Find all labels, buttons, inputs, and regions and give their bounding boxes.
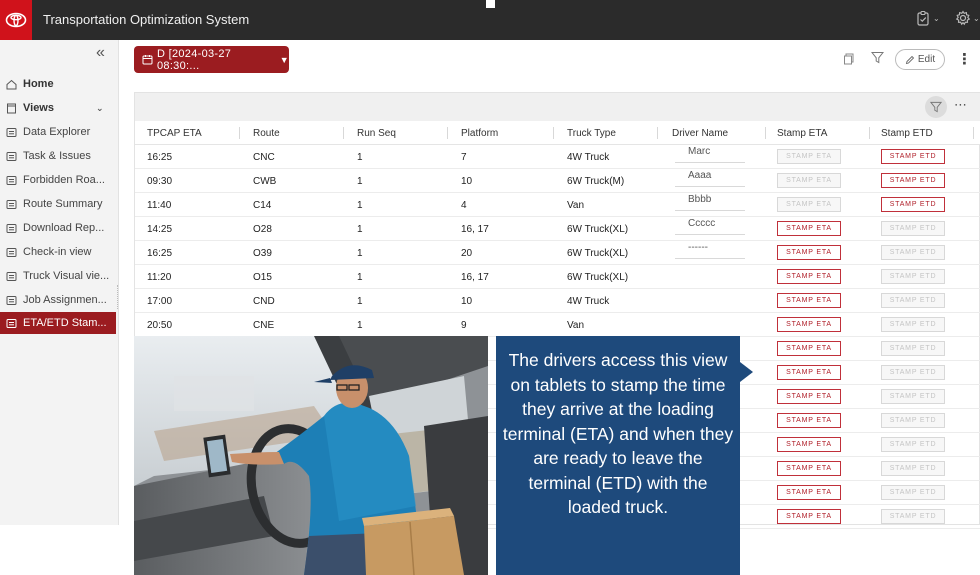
- sidebar-item-label: Forbidden Roa...: [23, 174, 105, 186]
- column-resize-handle[interactable]: [343, 127, 344, 139]
- stamp-etd-button[interactable]: STAMP ETD: [881, 341, 945, 356]
- column-header-route[interactable]: Route: [253, 127, 280, 139]
- sidebar-item-label: Data Explorer: [23, 126, 91, 138]
- view-icon: [6, 151, 23, 162]
- column-resize-handle[interactable]: [869, 127, 870, 139]
- stamp-eta-button[interactable]: STAMP ETA: [777, 389, 841, 404]
- cell-truck: Van: [567, 200, 585, 211]
- cell-truck: 6W Truck(XL): [567, 224, 629, 235]
- cell-eta: 20:50: [147, 320, 173, 331]
- settings-menu-button[interactable]: [955, 10, 980, 26]
- table-row[interactable]: [135, 145, 980, 169]
- sidebar-item-home[interactable]: [0, 73, 116, 95]
- stamp-etd-button[interactable]: STAMP ETD: [881, 413, 945, 428]
- stamp-eta-button[interactable]: STAMP ETA: [777, 365, 841, 380]
- sidebar-item-eta-etd-stam[interactable]: [0, 312, 116, 334]
- cell-seq: 1: [357, 152, 363, 163]
- sidebar-item-label: Truck Visual vie...: [23, 270, 110, 282]
- cell-platform: 9: [461, 320, 467, 331]
- toyota-logo-icon[interactable]: [0, 0, 32, 40]
- stamp-eta-button[interactable]: STAMP ETA: [777, 269, 841, 284]
- view-icon: [6, 199, 23, 210]
- stamp-eta-button[interactable]: STAMP ETA: [777, 317, 841, 332]
- sidebar-item-truck-visual-vie[interactable]: [0, 265, 116, 287]
- filter-icon: [930, 101, 942, 113]
- column-header-driver-name[interactable]: Driver Name: [672, 127, 729, 139]
- stamp-eta-button[interactable]: STAMP ETA: [777, 485, 841, 500]
- stamp-etd-button[interactable]: STAMP ETD: [881, 221, 945, 236]
- stamp-etd-button[interactable]: STAMP ETD: [881, 461, 945, 476]
- cell-route: C14: [253, 200, 272, 211]
- edit-button[interactable]: [895, 49, 945, 70]
- stamp-etd-button[interactable]: STAMP ETD: [881, 485, 945, 500]
- column-header-platform[interactable]: Platform: [461, 127, 499, 139]
- cell-truck: 4W Truck: [567, 152, 610, 163]
- sidebar-item-check-in-view[interactable]: [0, 241, 116, 263]
- view-icon: [6, 318, 23, 329]
- table-row[interactable]: [135, 169, 980, 193]
- stamp-eta-button[interactable]: STAMP ETA: [777, 341, 841, 356]
- cell-eta: 16:25: [147, 248, 173, 259]
- stamp-etd-button[interactable]: STAMP ETD: [881, 293, 945, 308]
- sidebar-item-data-explorer[interactable]: [0, 121, 116, 143]
- pencil-icon: [905, 55, 915, 65]
- stamp-etd-button[interactable]: STAMP ETD: [881, 197, 945, 212]
- date-filter-dropdown[interactable]: [134, 46, 289, 73]
- column-resize-handle[interactable]: [447, 127, 448, 139]
- cell-platform: 7: [461, 152, 467, 163]
- cell-platform: 4: [461, 200, 467, 211]
- column-header-stamp-etd[interactable]: Stamp ETD: [881, 127, 933, 139]
- cell-platform: 16, 17: [461, 224, 489, 235]
- sidebar-item-label: ETA/ETD Stam...: [23, 317, 107, 329]
- table-more-icon[interactable]: ⋯: [954, 97, 967, 112]
- sidebar-item-label: Check-in view: [23, 246, 92, 258]
- stamp-etd-button[interactable]: STAMP ETD: [881, 389, 945, 404]
- view-icon: [6, 223, 23, 234]
- clipboard-menu-button[interactable]: [915, 10, 940, 26]
- calendar-icon: [142, 54, 153, 65]
- cell-platform: 20: [461, 248, 473, 259]
- cell-truck: 6W Truck(XL): [567, 248, 629, 259]
- date-filter-value: D [2024-03-27 08:30:...: [156, 47, 232, 72]
- cell-truck: Van: [567, 320, 585, 331]
- cell-seq: 1: [357, 272, 363, 283]
- view-icon: [6, 247, 23, 258]
- stamp-eta-button[interactable]: STAMP ETA: [777, 221, 841, 236]
- copy-icon[interactable]: [843, 52, 855, 70]
- cell-truck: 6W Truck(XL): [567, 272, 629, 283]
- cell-eta: 14:25: [147, 224, 173, 235]
- chevron-down-icon[interactable]: ⌄: [96, 102, 104, 113]
- table-row[interactable]: [135, 193, 980, 217]
- stamp-etd-button[interactable]: STAMP ETD: [881, 365, 945, 380]
- collapse-sidebar-icon[interactable]: «: [96, 44, 105, 61]
- column-header-run-seq[interactable]: Run Seq: [357, 127, 396, 139]
- sidebar-item-label: Task & Issues: [23, 150, 91, 162]
- stamp-eta-button[interactable]: STAMP ETA: [777, 509, 841, 524]
- driver-name-input[interactable]: ------: [675, 242, 745, 259]
- clipboard-check-icon: [915, 10, 931, 26]
- table-filter-button[interactable]: [925, 96, 947, 118]
- driver-name-input[interactable]: Bbbb: [675, 194, 745, 211]
- column-header-tpcap-eta[interactable]: TPCAP ETA: [147, 127, 202, 139]
- column-resize-handle[interactable]: [765, 127, 766, 139]
- driver-name-input[interactable]: Aaaa: [675, 170, 745, 187]
- driver-name-input[interactable]: Ccccc: [675, 218, 745, 235]
- stamp-etd-button[interactable]: STAMP ETD: [881, 245, 945, 260]
- sidebar-item-task-issues[interactable]: [0, 145, 116, 167]
- views-icon: [6, 103, 23, 114]
- view-icon: [6, 295, 23, 306]
- cell-seq: 1: [357, 296, 363, 307]
- stamp-etd-button[interactable]: STAMP ETD: [881, 317, 945, 332]
- cell-route: CWB: [253, 176, 277, 187]
- sidebar-item-label: Download Rep...: [23, 222, 105, 234]
- cell-route: CNE: [253, 320, 275, 331]
- cell-seq: 1: [357, 248, 363, 259]
- sidebar-item-label: Job Assignmen...: [23, 294, 107, 306]
- sidebar-item-route-summary[interactable]: [0, 193, 116, 215]
- window-notch: [486, 0, 495, 8]
- view-icon: [6, 271, 23, 282]
- cell-seq: 1: [357, 320, 363, 331]
- cell-route: O28: [253, 224, 272, 235]
- chevron-down-icon: ⌄: [933, 13, 940, 23]
- table-row[interactable]: [135, 289, 980, 313]
- sidebar-item-label: Home: [23, 78, 54, 90]
- edit-button-label: Edit: [917, 54, 936, 65]
- app-title: Transportation Optimization System: [43, 12, 250, 27]
- explanation-callout: [496, 336, 740, 575]
- sidebar-item-download-rep[interactable]: [0, 217, 116, 239]
- more-options-icon[interactable]: ⋮: [957, 51, 972, 68]
- view-icon: [6, 175, 23, 186]
- driver-name-input[interactable]: Marc: [675, 146, 745, 163]
- cell-eta: 11:40: [147, 200, 172, 211]
- cell-seq: 1: [357, 200, 363, 211]
- chevron-down-icon: ▼: [279, 54, 289, 65]
- cell-eta: 11:20: [147, 272, 172, 283]
- cell-route: O15: [253, 272, 272, 283]
- column-resize-handle[interactable]: [553, 127, 554, 139]
- cell-route: O39: [253, 248, 272, 259]
- cell-route: CND: [253, 296, 275, 307]
- cell-seq: 1: [357, 176, 363, 187]
- table-toolbar: [135, 93, 980, 121]
- view-icon: [6, 127, 23, 138]
- callout-text: The drivers access this view on tablets to stamp the time they arrive at the loading terminal (ETA) and when they are ready to leave the terminal (ETD) with the loaded truck.: [502, 350, 734, 517]
- cell-truck: 6W Truck(M): [567, 176, 625, 187]
- stamp-eta-button[interactable]: STAMP ETA: [777, 197, 841, 212]
- stamp-etd-button[interactable]: STAMP ETD: [881, 437, 945, 452]
- stamp-etd-button[interactable]: STAMP ETD: [881, 269, 945, 284]
- cell-eta: 16:25: [147, 152, 173, 163]
- stamp-etd-button[interactable]: STAMP ETD: [881, 509, 945, 524]
- cell-platform: 16, 17: [461, 272, 489, 283]
- stamp-eta-button[interactable]: STAMP ETA: [777, 173, 841, 188]
- stamp-eta-button[interactable]: STAMP ETA: [777, 245, 841, 260]
- stamp-eta-button[interactable]: STAMP ETA: [777, 437, 841, 452]
- stamp-eta-button[interactable]: STAMP ETA: [777, 149, 841, 164]
- sidebar-item-label: Route Summary: [23, 198, 103, 210]
- stamp-etd-button[interactable]: STAMP ETD: [881, 149, 945, 164]
- column-resize-handle[interactable]: [657, 127, 658, 139]
- cell-truck: 4W Truck: [567, 296, 610, 307]
- driver-with-tablet-photo: [134, 336, 488, 575]
- cell-seq: 1: [357, 224, 363, 235]
- column-resize-handle[interactable]: [973, 127, 974, 139]
- cell-eta: 17:00: [147, 296, 173, 307]
- sidebar-item-job-assignmen[interactable]: [0, 289, 116, 311]
- column-resize-handle[interactable]: [239, 127, 240, 139]
- stamp-eta-button[interactable]: STAMP ETA: [777, 413, 841, 428]
- sidebar-resize-handle[interactable]: [117, 285, 119, 309]
- cell-platform: 10: [461, 176, 473, 187]
- sidebar-item-forbidden-roa[interactable]: [0, 169, 116, 191]
- sidebar-item-label: Views: [23, 102, 54, 114]
- chevron-down-icon: ⌄: [973, 13, 980, 23]
- table-row[interactable]: [135, 313, 980, 337]
- table-row[interactable]: [135, 241, 980, 265]
- home-icon: [6, 79, 23, 90]
- stamp-eta-button[interactable]: STAMP ETA: [777, 461, 841, 476]
- table-row[interactable]: [135, 217, 980, 241]
- column-header-stamp-eta[interactable]: Stamp ETA: [777, 127, 828, 139]
- table-row[interactable]: [135, 265, 980, 289]
- stamp-eta-button[interactable]: STAMP ETA: [777, 293, 841, 308]
- sidebar-item-views[interactable]: [0, 97, 116, 119]
- callout-pointer: [740, 362, 753, 382]
- column-header-truck-type[interactable]: Truck Type: [567, 127, 616, 139]
- cell-eta: 09:30: [147, 176, 173, 187]
- stamp-etd-button[interactable]: STAMP ETD: [881, 173, 945, 188]
- cell-platform: 10: [461, 296, 473, 307]
- filter-icon[interactable]: [871, 51, 884, 69]
- gear-icon: [955, 10, 971, 26]
- cell-route: CNC: [253, 152, 275, 163]
